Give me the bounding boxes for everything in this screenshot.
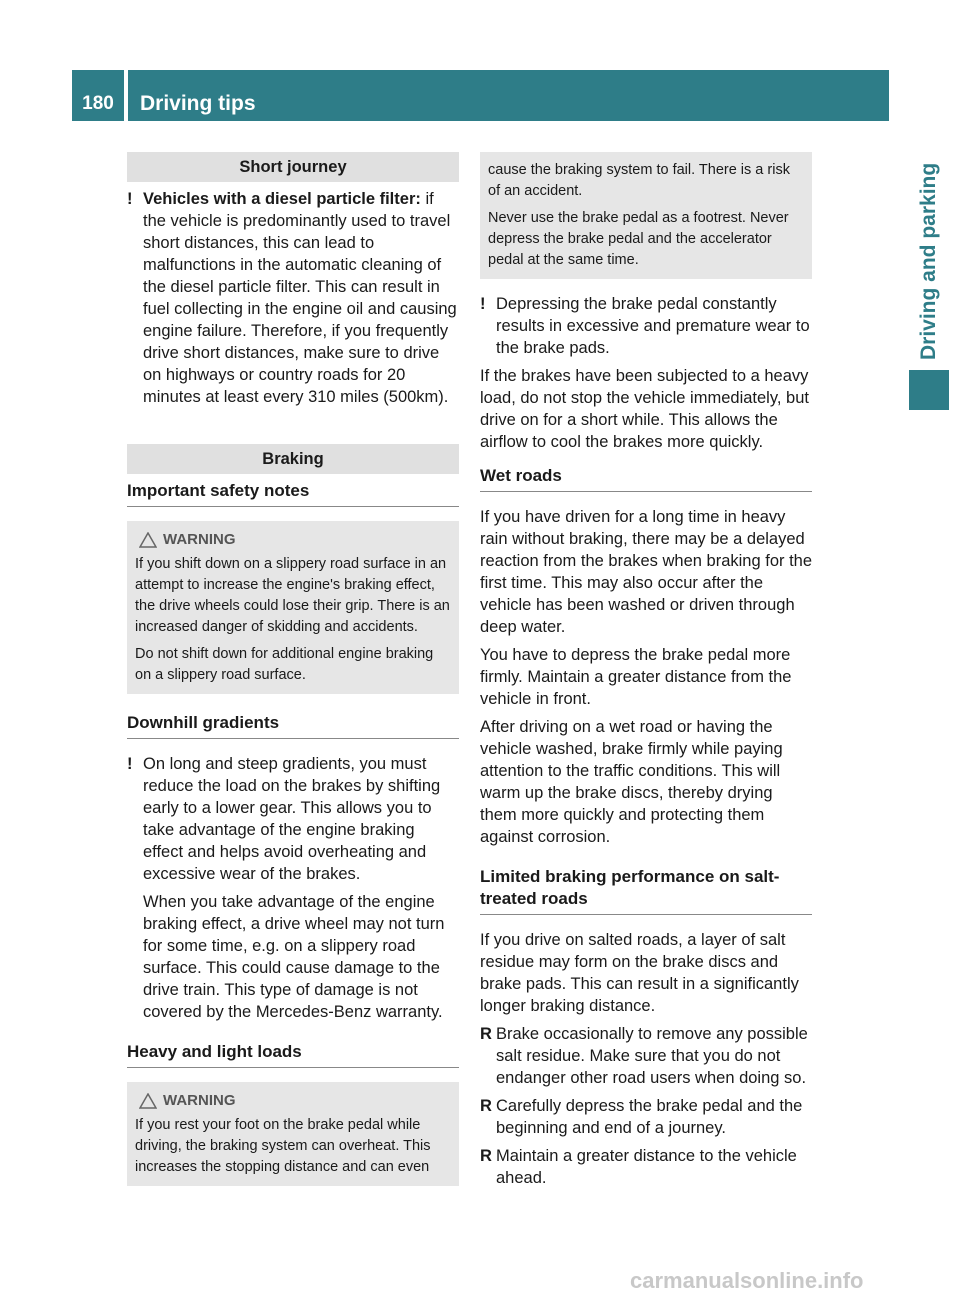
- wet-paragraph-1: If you have driven for a long time in heavy rain without braking, there may be a delayed reaction from the brakes when braking for the first time. This may also occur after the vehicle has been washed or driven through deep water.: [480, 508, 813, 636]
- right-column: [480, 152, 812, 1195]
- warning-label: WARNING: [163, 1092, 236, 1109]
- salt-paragraph: If you drive on salted roads, a layer of salt residue may form on the brake discs and brake pads. This can result in a significantly longer braking distance.: [480, 931, 799, 1015]
- list-item: [480, 1095, 812, 1139]
- warning-triangle-icon: [139, 532, 157, 548]
- list-item: [480, 1023, 812, 1089]
- page-header: [72, 70, 889, 121]
- warning-text: Do not shift down for additional engine braking on a slippery road surface.: [135, 646, 434, 683]
- caution-mark: !: [480, 295, 486, 313]
- side-tab-text: Driving and parking: [917, 162, 940, 360]
- downhill-heading: Downhill gradients: [127, 712, 459, 739]
- warning-box-2: [127, 1082, 459, 1186]
- side-tab-label: [909, 100, 949, 360]
- side-tab-marker: [909, 370, 949, 410]
- left-column: [127, 152, 459, 1186]
- important-heading: Important safety notes: [127, 480, 459, 507]
- warning-text: cause the braking system to fail. There is a risk of an accident.: [488, 162, 790, 199]
- downhill-note: [127, 753, 459, 885]
- caution-mark: !: [127, 190, 133, 208]
- diesel-text: if the vehicle is predominantly used to travel short distances, this can lead to malfunctions in the automatic cleaning of the diesel particle filter. This can result in fuel collecting in the engine oil and causing engine failure. Therefore, if you frequently drive short distances, make sure to drive on highways or country roads for 20 minutes at least every 310 miles (500km).: [143, 190, 457, 406]
- warning-box-1: [127, 521, 459, 694]
- braking-bar: Braking: [127, 444, 459, 474]
- bullet-mark: R: [480, 1025, 492, 1043]
- downhill-text-2: When you take advantage of the engine braking effect, a drive wheel may not turn for some time, e.g. on a slippery road surface. This could cause damage to the drive train. This type of damage is not covered by the Mercedes-Benz warranty.: [143, 893, 445, 1021]
- warning-text: If you rest your foot on the brake pedal while driving, the braking system can overheat. This increases the stopping distance and can even: [135, 1117, 431, 1175]
- list-item-text: Carefully depress the brake pedal and the beginning and end of a journey.: [496, 1097, 803, 1137]
- warning-box-continued: [480, 152, 812, 279]
- short-journey-bar: Short journey: [127, 152, 459, 182]
- wet-roads-heading: Wet roads: [480, 465, 812, 492]
- caution-mark: !: [127, 755, 133, 773]
- list-item: [480, 1145, 812, 1189]
- warning-label: WARNING: [163, 531, 236, 548]
- wet-paragraph-2: You have to depress the brake pedal more firmly. Maintain a greater distance from the vehicle in front.: [480, 646, 792, 708]
- warning-header: [135, 1090, 451, 1111]
- warning-triangle-icon: [139, 1093, 157, 1109]
- pedal-note: [480, 293, 812, 359]
- section-title: Driving tips: [128, 70, 889, 121]
- pedal-note-text: Depressing the brake pedal constantly results in excessive and premature wear to the brake pads.: [496, 295, 810, 357]
- bullet-mark: R: [480, 1097, 492, 1115]
- warning-text: If you shift down on a slippery road surface in an attempt to increase the engine's braking effect, the drive wheels could lose their grip. There is an increased danger of skidding and accidents.: [135, 556, 450, 635]
- diesel-lead: Vehicles with a diesel particle filter:: [143, 190, 421, 208]
- bullet-mark: R: [480, 1147, 492, 1165]
- warning-header: [135, 529, 451, 550]
- downhill-text: On long and steep gradients, you must reduce the load on the brakes by shifting early to a lower gear. This allows you to take advantage of the engine braking effect and helps avoid overheating and excessive wear of the brakes.: [143, 755, 441, 883]
- heavy-loads-heading: Heavy and light loads: [127, 1041, 459, 1068]
- list-item-text: Brake occasionally to remove any possible salt residue. Make sure that you do not endanger other road users when doing so.: [496, 1025, 808, 1087]
- watermark: carmanualsonline.info: [630, 1268, 864, 1293]
- salt-roads-heading: Limited braking performance on salt-treated roads: [480, 866, 812, 915]
- list-item-text: Maintain a greater distance to the vehicle ahead.: [496, 1147, 797, 1187]
- heavy-load-paragraph: If the brakes have been subjected to a heavy load, do not stop the vehicle immediately, but drive on for a short while. This allows the airflow to cool the brakes more quickly.: [480, 367, 809, 451]
- wet-paragraph-3: After driving on a wet road or having the vehicle washed, brake firmly while paying attention to the traffic conditions. This will warm up the brake discs, thereby drying them more quickly and protecting them against corrosion.: [480, 718, 783, 846]
- diesel-note: [127, 188, 459, 408]
- page-number: 180: [72, 70, 124, 121]
- warning-text: Never use the brake pedal as a footrest. Never depress the brake pedal and the accelerator pedal at the same time.: [488, 210, 789, 268]
